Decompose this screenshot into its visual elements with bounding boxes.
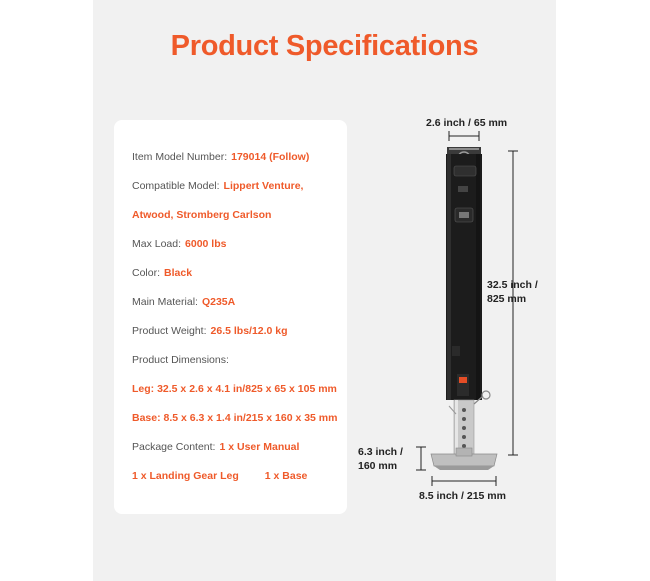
spec-label: Product Dimensions: [132,354,229,366]
spec-value: 1 x Base [264,470,308,482]
top-width-label: 2.6 inch / 65 mm [426,117,508,129]
spec-value: Leg: 32.5 x 2.6 x 4.1 in/825 x 65 x 105 mm [132,383,337,395]
height-label-line2: 825 mm [487,293,527,305]
base-depth-label-line2: 160 mm [358,460,398,472]
base-depth-dimension-line [416,447,426,470]
spec-label: Product Weight: [132,325,207,337]
spec-value: Base: 8.5 x 6.3 x 1.4 in/215 x 160 x 35 mm [132,412,338,424]
spec-value: Atwood, Stromberg Carlson [132,209,272,221]
inner-leg [449,391,490,456]
spec-value: Black [164,267,193,279]
top-width-dimension-line [449,131,479,141]
spec-label: Item Model Number: [132,151,228,163]
base-width-label: 8.5 inch / 215 mm [419,490,506,502]
leg-tube [446,154,482,400]
spec-label: Color: [132,267,161,279]
height-label-line1: 32.5 inch / [487,279,538,291]
base-plate [431,448,497,470]
spec-value: Q235A [201,296,236,308]
spec-label: Compatible Model: [132,180,220,192]
spec-label: Main Material: [132,296,198,308]
spec-value: 179014 (Follow) [231,151,310,163]
spec-label: Max Load: [132,238,182,250]
page-title: Product Specifications [170,30,479,62]
spec-value: 1 x Landing Gear Leg [132,470,239,482]
spec-value: 6000 lbs [185,238,227,250]
spec-value: 26.5 lbs/12.0 kg [210,325,288,337]
spec-label: Package Content: [132,441,216,453]
base-depth-label-line1: 6.3 inch / [358,446,403,458]
base-width-dimension-line [432,476,496,486]
spec-value: 1 x User Manual [219,441,300,453]
spec-value: Lippert Venture, [223,180,304,192]
